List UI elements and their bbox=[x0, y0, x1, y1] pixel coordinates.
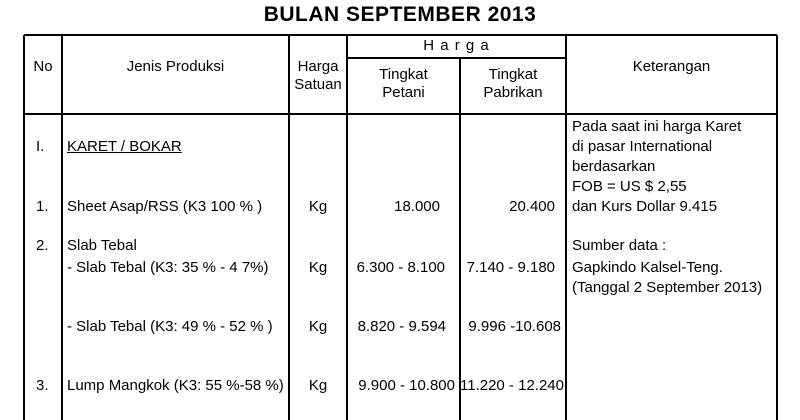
row-jenis-section-title: KARET / BOKAR bbox=[67, 138, 182, 155]
header-keterangan: Keterangan bbox=[632, 58, 711, 75]
header-harga-satuan-line2: Satuan bbox=[294, 76, 342, 93]
header-pabrikan-line2: Pabrikan bbox=[483, 84, 543, 101]
row-satuan: Kg bbox=[308, 198, 328, 215]
keterangan-line: di pasar International bbox=[572, 138, 713, 155]
row-no: 3. bbox=[36, 377, 49, 394]
keterangan-line: Sumber data : bbox=[572, 237, 667, 254]
keterangan-line: (Tanggal 2 September 2013) bbox=[572, 279, 763, 296]
header-no: No bbox=[33, 58, 53, 75]
row-petani: 6.300 - 8.100 bbox=[356, 259, 445, 276]
row-no: 2. bbox=[36, 237, 49, 254]
row-jenis: Lump Mangkok (K3: 55 %-58 %) bbox=[67, 377, 284, 394]
row-no: I. bbox=[36, 138, 45, 155]
row-satuan: Kg bbox=[308, 259, 328, 276]
keterangan-line: FOB = US $ 2,55 bbox=[572, 178, 687, 195]
row-jenis: - Slab Tebal (K3: 35 % - 4 7%) bbox=[67, 259, 269, 276]
row-jenis: Sheet Asap/RSS (K3 100 % ) bbox=[67, 198, 263, 215]
row-pabrikan: 7.140 - 9.180 bbox=[466, 259, 555, 276]
header-tingkat-pabrikan bbox=[460, 66, 566, 102]
keterangan-line: berdasarkan bbox=[572, 158, 656, 175]
header-harga-satuan bbox=[289, 58, 347, 94]
row-satuan: Kg bbox=[308, 318, 328, 335]
row-petani: 8.820 - 9.594 bbox=[357, 318, 446, 335]
row-pabrikan: 20.400 bbox=[509, 198, 555, 215]
row-jenis: Slab Tebal bbox=[67, 237, 137, 254]
keterangan-line: Gapkindo Kalsel-Teng. bbox=[572, 259, 723, 276]
keterangan-line: dan Kurs Dollar 9.415 bbox=[572, 198, 718, 215]
row-jenis: - Slab Tebal (K3: 49 % - 52 % ) bbox=[67, 318, 273, 335]
header-petani-line1: Tingkat bbox=[379, 66, 428, 83]
row-no: 1. bbox=[36, 198, 49, 215]
row-satuan: Kg bbox=[308, 377, 328, 394]
row-pabrikan: 11.220 - 12.240 bbox=[460, 377, 564, 394]
row-pabrikan: 9.996 -10.608 bbox=[468, 318, 561, 335]
header-harga-satuan-line1: Harga bbox=[297, 58, 339, 75]
header-jenis-produksi: Jenis Produksi bbox=[126, 58, 225, 75]
header-harga: H a r g a bbox=[423, 37, 490, 54]
row-petani: 18.000 bbox=[394, 198, 440, 215]
keterangan-line: Pada saat ini harga Karet bbox=[572, 118, 742, 135]
header-tingkat-petani bbox=[347, 66, 460, 102]
header-pabrikan-line1: Tingkat bbox=[488, 66, 538, 83]
row-petani: 9.900 - 10.800 bbox=[358, 377, 455, 394]
document-title: BULAN SEPTEMBER 2013 bbox=[263, 3, 537, 26]
header-petani-line2: Petani bbox=[382, 84, 425, 101]
